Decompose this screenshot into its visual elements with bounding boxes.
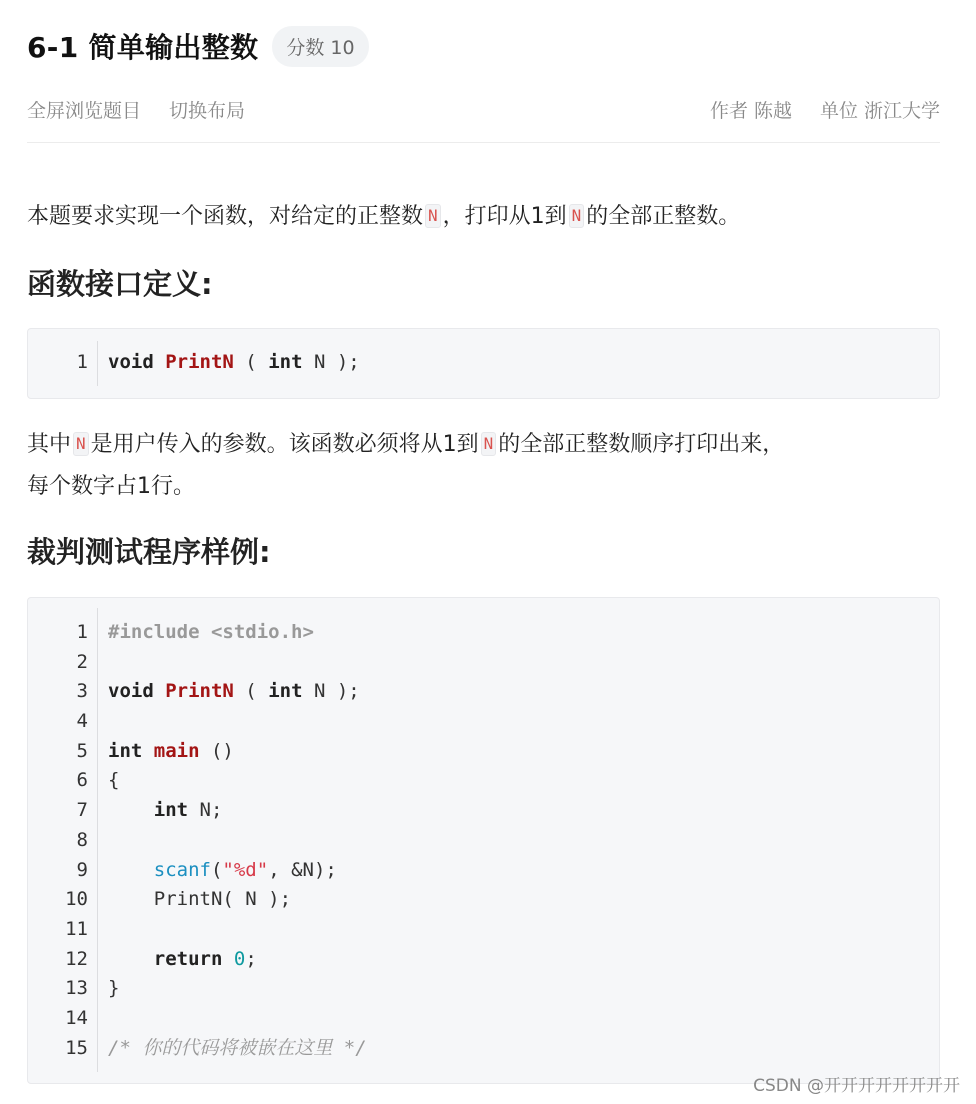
code-text: { xyxy=(108,769,120,792)
sample-heading: 裁判测试程序样例: xyxy=(27,535,271,569)
unit-label: 单位 xyxy=(819,99,858,122)
line-number: 8 xyxy=(76,828,88,851)
code-text: void PrintN ( int N ); xyxy=(108,351,360,373)
code-line xyxy=(28,826,939,856)
intro-text-2: ，打印从1到 xyxy=(442,204,567,229)
code-text: void PrintN ( int N ); xyxy=(108,680,360,703)
code-line xyxy=(28,348,939,378)
code-line xyxy=(28,618,939,648)
score-badge: 分数 10 xyxy=(272,26,368,67)
code-line xyxy=(28,796,939,826)
problem-explanation xyxy=(27,424,784,508)
explain-text-4: 每个数字占1行。 xyxy=(27,474,195,499)
intro-text-1: 本题要求实现一个函数，对给定的正整数 xyxy=(27,204,424,229)
code-line xyxy=(28,1004,939,1034)
line-number: 11 xyxy=(65,917,88,940)
line-number: 1 xyxy=(76,621,88,643)
line-number: 1 xyxy=(76,351,88,373)
code-line xyxy=(28,1034,939,1064)
inline-code-n: N xyxy=(425,204,441,228)
line-number: 13 xyxy=(65,977,88,1000)
code-text: #include <stdio.h> xyxy=(108,621,314,643)
line-number: 9 xyxy=(76,858,88,881)
explain-text-2: 是用户传入的参数。该函数必须将从1到 xyxy=(90,432,479,457)
inline-code-n: N xyxy=(481,432,497,456)
view-options xyxy=(27,96,245,123)
fullscreen-link[interactable]: 全屏浏览题目 xyxy=(27,99,142,122)
line-number: 7 xyxy=(76,799,88,822)
code-text: int main () xyxy=(108,739,234,762)
code-text: return 0; xyxy=(153,947,257,970)
csdn-watermark: CSDN @开开开开开开开开 xyxy=(753,1076,960,1096)
unit-name: 浙江大学 xyxy=(863,99,940,122)
explain-text-1: 其中 xyxy=(27,432,72,457)
page-title: 6-1 简单输出整数 xyxy=(27,31,259,64)
code-text: scanf("%d", &N); xyxy=(153,858,337,881)
title-row xyxy=(27,26,369,66)
line-number: 12 xyxy=(65,947,88,970)
author-label: 作者 xyxy=(709,99,748,122)
sample-code-block xyxy=(27,597,940,1084)
line-number: 2 xyxy=(76,650,88,673)
code-line xyxy=(28,737,939,767)
code-text: /* 你的代码将被嵌在这里 */ xyxy=(108,1036,367,1059)
header-divider xyxy=(27,142,940,143)
code-text: } xyxy=(108,977,120,1000)
code-line xyxy=(28,945,939,975)
author-name: 陈越 xyxy=(753,99,792,122)
line-number: 4 xyxy=(76,710,88,733)
code-line xyxy=(28,856,939,886)
problem-info xyxy=(710,96,940,123)
line-number: 14 xyxy=(65,1006,88,1029)
inline-code-n: N xyxy=(569,204,585,228)
code-line xyxy=(28,974,939,1004)
code-line xyxy=(28,648,939,678)
code-text: PrintN( N ); xyxy=(108,888,292,911)
interface-code-block xyxy=(27,328,940,399)
code-line xyxy=(28,915,939,945)
code-line xyxy=(28,766,939,796)
meta-row xyxy=(27,95,940,123)
line-number: 6 xyxy=(76,769,88,792)
interface-heading: 函数接口定义: xyxy=(27,267,213,301)
line-number: 10 xyxy=(65,888,88,911)
code-line xyxy=(28,885,939,915)
line-number: 3 xyxy=(76,680,88,703)
code-lines xyxy=(28,618,939,1063)
line-number: 15 xyxy=(65,1036,88,1059)
intro-text-3: 的全部正整数。 xyxy=(586,204,741,229)
code-line xyxy=(28,677,939,707)
problem-intro xyxy=(27,196,740,238)
explain-text-3: 的全部正整数顺序打印出来， xyxy=(498,432,785,457)
line-number: 5 xyxy=(76,739,88,762)
switch-layout-link[interactable]: 切换布局 xyxy=(169,99,246,122)
unit-info xyxy=(820,96,940,123)
inline-code-n: N xyxy=(73,432,89,456)
author-info xyxy=(710,96,792,123)
code-text: int N; xyxy=(153,799,223,822)
code-lines xyxy=(28,348,939,378)
code-line xyxy=(28,707,939,737)
